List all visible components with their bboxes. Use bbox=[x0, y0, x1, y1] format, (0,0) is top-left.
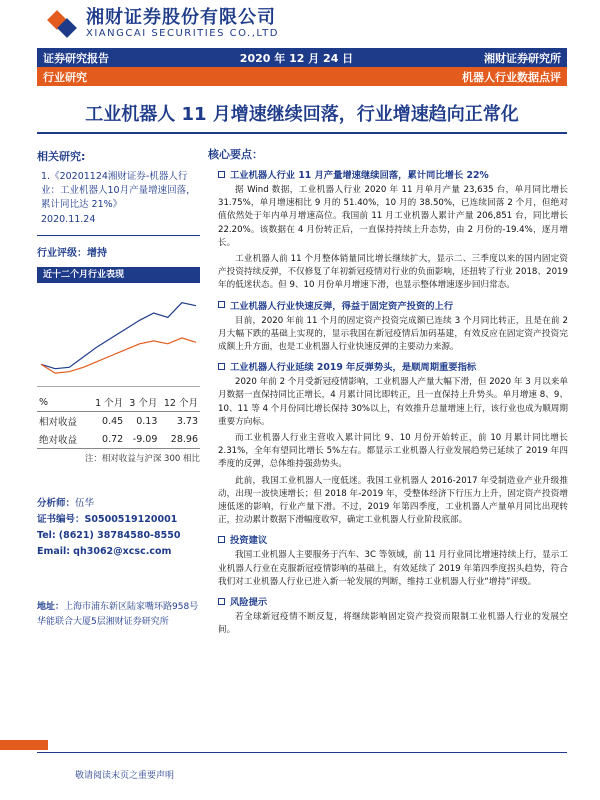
phone-number: (8621) 38784580-8550 bbox=[58, 530, 181, 541]
perf-header: 1 个月 bbox=[91, 393, 125, 412]
related-research-label: 相关研究: bbox=[37, 150, 86, 163]
key-points-title: 核心要点： bbox=[208, 148, 263, 161]
square-bullet-icon bbox=[218, 171, 225, 178]
section-paragraph: 而工业机器人行业主营收入累计同比 9、10 月份开始转正，前 10 月累计同比增长 2.31%，全年有望同比增长 5%左右。都显示工业机器人行业发展趋势已延续了 2019 年四季度的反弹，总体维持强劲势头。 bbox=[218, 433, 568, 470]
report-category: 行业研究 bbox=[43, 70, 87, 84]
section-paragraph: 据 Wind 数据，工业机器人行业 2020 年 11 月单月产量 23,635 台，单月同比增长 31.75%，单月增速相比 9 月的 51.40%，10 月的 38.50%，已连续回落 2 个月，但绝对值依然处于年内单月增速高位。我国前 11 月工业机器人累计产量 206,851 台，同比增长 22.20%。该数据在 4 月份转正后，一直保持持续上升态势，由 2 月份的-19.4%，逐月增长。 bbox=[218, 185, 568, 248]
square-bullet-icon bbox=[218, 536, 225, 543]
section-paragraph: 此前，我国工业机器人一度低迷。我国工业机器人 2016-2017 年受制造业产业升级推动，出现一波快速增长；但 2018 年-2019 年，受整体经济下行压力上升，固定资产投资增速低迷的影响，行业产量下滑。不过，2019 年第四季度，工业机器人产量单月同比出现转正，拉动累计数据下滑幅度收窄，确定工业机器人行业阶段底部。 bbox=[218, 475, 568, 526]
perf-cell: 3.73 bbox=[176, 415, 198, 427]
perf-cell: 0.45 bbox=[102, 415, 124, 427]
main-content bbox=[208, 146, 568, 640]
sidebar-divider bbox=[37, 235, 200, 236]
phone-label: Tel: bbox=[37, 530, 56, 541]
perf-cell: 0.72 bbox=[91, 430, 125, 449]
square-bullet-icon bbox=[218, 301, 225, 308]
section-heading-text: 投资建议 bbox=[230, 535, 268, 547]
address-label: 地址： bbox=[37, 602, 65, 612]
perf-chart-title: 近十二个月行业表现 bbox=[37, 267, 200, 283]
related-research-date: 2020.11.24 bbox=[41, 214, 96, 225]
perf-row-label: 相对收益 bbox=[39, 417, 78, 428]
company-name-en: XIANGCAI SECURITIES CO.,LTD bbox=[86, 28, 279, 39]
section-heading bbox=[218, 359, 568, 373]
section-heading bbox=[218, 594, 568, 608]
company-logo bbox=[48, 9, 78, 39]
address-text: 上海市浦东新区陆家嘴环路958号华能联合大厦5层湘财证券研究所 bbox=[37, 602, 199, 627]
square-bullet-icon bbox=[218, 363, 225, 370]
footer-disclaimer[interactable]: 敬请阅读末页之重要声明 bbox=[75, 771, 175, 781]
cert-number: S0500519120001 bbox=[84, 514, 178, 525]
section-heading-text: 风险提示 bbox=[230, 597, 268, 609]
perf-chart bbox=[37, 283, 200, 387]
left-sidebar bbox=[37, 148, 200, 630]
analyst-name-label: 分析师： bbox=[37, 498, 76, 509]
email-link[interactable]: qh3062@xcsc.com bbox=[73, 546, 172, 557]
cert-label: 证书编号： bbox=[37, 514, 85, 525]
report-subcategory: 机器人行业数据点评 bbox=[462, 70, 561, 84]
perf-chart-svg bbox=[37, 283, 200, 387]
report-type: 证券研究报告 bbox=[43, 51, 109, 65]
section-heading-text: 工业机器人行业快速反弹，得益于固定资产投资的上行 bbox=[230, 300, 454, 312]
related-research-link[interactable]: 1.《20201124湘财证券-机器人行业：工业机器人10月产量增速回落，累计同比达 21%》 bbox=[41, 171, 196, 210]
decorative-stripe bbox=[0, 740, 48, 750]
section-heading-text: 工业机器人行业 11 月产量增速继续回落，累计同比增长 22% bbox=[230, 170, 489, 181]
industry-rating: 行业评级：增持 bbox=[37, 248, 107, 259]
report-date: 2020 年 12 月 24 日 bbox=[239, 51, 354, 65]
section-heading-text: 工业机器人行业延续 2019 年反弹势头，是顺周期重要指标 bbox=[230, 362, 477, 374]
perf-header: % bbox=[37, 393, 91, 412]
section-heading bbox=[218, 298, 568, 312]
section-paragraph: 2020 年前 2 个月受新冠疫情影响，工业机器人产量大幅下滑，但 2020 年 3 月以来单月数据一直保持同比正增长，4 月累计同比即转正，且一直保持上升势头。单月增速 8、9、10、11 等 4 个月份同比增长保持 30%以上，有效推升总量增速上行，该行业也成为顺周期重要方向标。 bbox=[218, 377, 568, 427]
report-category-bar bbox=[37, 67, 567, 86]
report-info-bar bbox=[37, 48, 567, 67]
perf-header: 3 个月 bbox=[125, 393, 159, 412]
company-name-cn: 湘财证券股份有限公司 bbox=[86, 7, 276, 28]
perf-cell: 28.96 bbox=[159, 430, 200, 449]
section-paragraph: 工业机器人前 11 个月整体销量同比增长继续扩大，显示二、三季度以来的国内固定资产投资持续反弹，不仅修复了年初新冠疫情对行业的负面影响，还扭转了行业 2018、2019 年的低迷状态。但 9、10 月份单月增速下滑，也显示整体增速逐步回归常态。 bbox=[218, 254, 568, 291]
perf-cell: 0.13 bbox=[136, 415, 158, 427]
perf-series-line-0 bbox=[41, 303, 196, 369]
section-paragraph: 我国工业机器人主要服务于汽车、3C 等领域，前 11 月行业同比增速持续上行，显示工业机器人行业在克服新冠疫情影响的基础上，有效延续了 2019 年第四季度拐头趋势，符合我们对工业机器人行业已进入新一轮发展的判断，维持工业机器人行业“增持”评级。 bbox=[218, 550, 568, 587]
title-divider bbox=[37, 132, 567, 134]
square-bullet-icon bbox=[218, 598, 225, 605]
address bbox=[37, 600, 200, 630]
research-institute: 湘财证券研究所 bbox=[483, 51, 561, 65]
perf-note: 注：相对收益与沪深 300 相比 bbox=[84, 454, 200, 464]
analyst-info bbox=[37, 496, 200, 560]
perf-row-label: 绝对收益 bbox=[37, 430, 91, 449]
footer-divider bbox=[37, 752, 567, 753]
perf-table bbox=[37, 393, 200, 449]
analyst-name: 伍华 bbox=[75, 498, 95, 509]
perf-header: 12 个月 bbox=[159, 393, 200, 412]
section-heading bbox=[218, 167, 568, 181]
brand-header bbox=[48, 6, 279, 42]
key-points-sections bbox=[208, 167, 568, 637]
section-paragraph: 若全球新冠疫情不断反复，将继续影响固定资产投资而限制工业机器人行业的发展空间。 bbox=[218, 612, 568, 636]
report-title: 工业机器人 11 月增速继续回落，行业增速趋向正常化 bbox=[85, 104, 519, 125]
section-heading bbox=[218, 532, 568, 546]
email-label: Email: bbox=[37, 546, 71, 557]
section-paragraph: 目前，2020 年前 11 个月的固定资产投资完成额已连续 3 个月同比转正，且是在前 2 月大幅下跌的基础上实现的，显示我国在新冠疫情后加码基建，有效反应在固定资产投资完成额上升方面，也是工业机器人行业快速反弹的主要动力来源。 bbox=[218, 315, 568, 353]
perf-cell: -9.09 bbox=[125, 430, 159, 449]
